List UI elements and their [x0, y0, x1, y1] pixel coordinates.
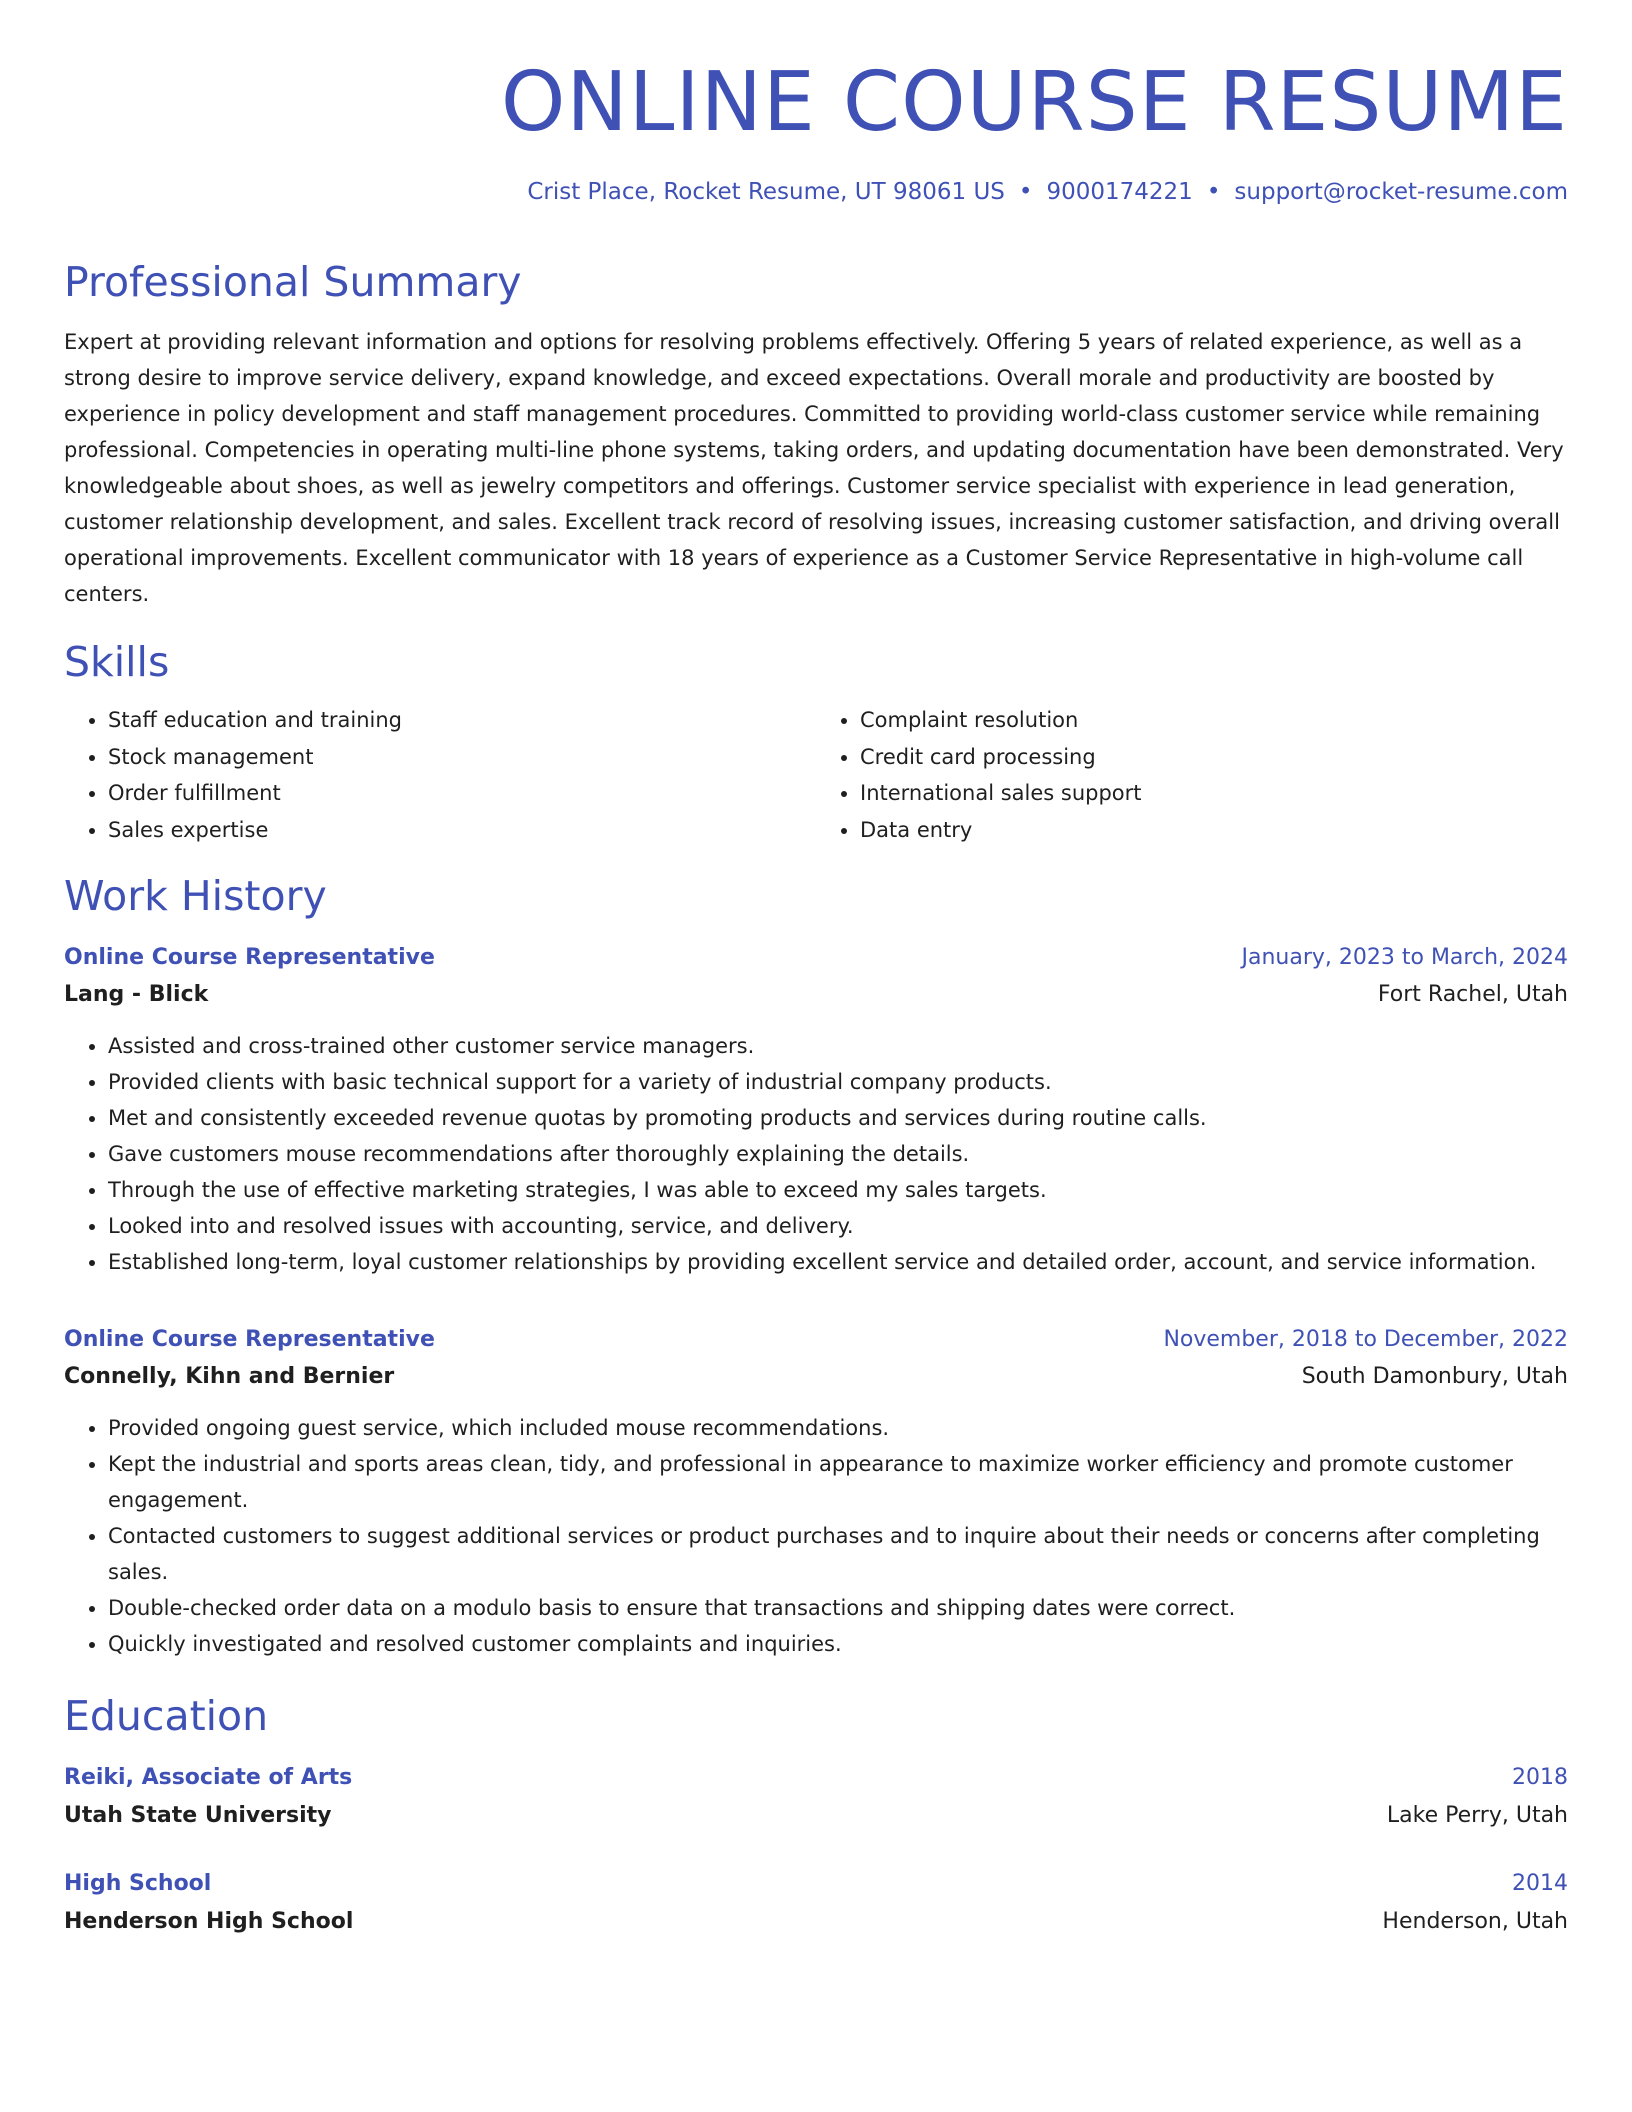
duty-item: • Looked into and resolved issues with accounting, service, and delivery.	[108, 1208, 1568, 1244]
degree: High School	[64, 1871, 212, 1896]
duty-item: • Gave customers mouse recommendations after thoroughly explaining the details.	[108, 1136, 1568, 1172]
school-name: Henderson High School	[64, 1909, 354, 1934]
skill-item: • Data entry	[860, 812, 1568, 849]
skill-item: • Credit card processing	[860, 739, 1568, 776]
duty-item: • Kept the industrial and sports areas clean, tidy, and professional in appearance to maximize worker efficiency and promote customer engagement.	[108, 1446, 1568, 1518]
summary-section	[64, 254, 1568, 612]
resume-header	[64, 48, 1568, 208]
email: support@rocket-resume.com	[1234, 179, 1568, 205]
school-location: Henderson, Utah	[1382, 1909, 1568, 1934]
company-name: Lang - Blick	[64, 982, 209, 1007]
duty-item: • Through the use of effective marketing strategies, I was able to exceed my sales targets.	[108, 1172, 1568, 1208]
job-entry	[64, 1322, 1568, 1662]
separator: •	[1206, 179, 1221, 205]
job-duties	[64, 1410, 1568, 1662]
job-title: Online Course Representative	[64, 945, 435, 970]
education-header-row	[64, 1866, 1568, 1902]
duty-item: • Contacted customers to suggest additional services or product purchases and to inquire about their needs or concerns after completing sales.	[108, 1518, 1568, 1590]
skill-item: • Complaint resolution	[860, 702, 1568, 739]
skill-item: • Sales expertise	[108, 812, 816, 849]
skills-column-right	[816, 702, 1568, 848]
duty-item: • Met and consistently exceeded revenue quotas by promoting products and services during routine calls.	[108, 1100, 1568, 1136]
education-school-row	[64, 1902, 1568, 1942]
skills-column-left	[64, 702, 816, 848]
section-title-skills: Skills	[64, 638, 170, 686]
job-company-row	[64, 976, 1568, 1014]
skill-item: • Staff education and training	[108, 702, 816, 739]
job-duties	[64, 1028, 1568, 1280]
education-section	[64, 1688, 1568, 1942]
contact-line	[64, 176, 1568, 208]
job-header-row	[64, 1322, 1568, 1358]
separator: •	[1018, 179, 1033, 205]
section-title-education: Education	[64, 1692, 269, 1740]
phone: 9000174221	[1046, 179, 1193, 205]
school-location: Lake Perry, Utah	[1386, 1803, 1568, 1828]
company-name: Connelly, Kihn and Bernier	[64, 1364, 395, 1389]
duty-item: • Provided ongoing guest service, which included mouse recommendations.	[108, 1410, 1568, 1446]
skill-item: • Stock management	[108, 739, 816, 776]
education-header-row	[64, 1760, 1568, 1796]
candidate-name: ONLINE COURSE RESUME	[500, 55, 1568, 150]
skill-item: • Order fulfillment	[108, 775, 816, 812]
duty-item: • Established long-term, loyal customer relationships by providing excellent service and detailed order, account, and service information.	[108, 1244, 1568, 1280]
duty-item: • Quickly investigated and resolved customer complaints and inquiries.	[108, 1626, 1568, 1662]
summary-text: Expert at providing relevant information and options for resolving problems effectively. Offering 5 years of related experience, as well as a strong desire to improve service delivery, expand knowledge, and exceed expectations. Overall morale and productivity are boosted by experience in policy development and staff management procedures. Committed to providing world-class customer service while remaining professional. Competencies in operating multi-line phone systems, taking orders, and updating documentation have been demonstrated. Very knowledgeable about shoes, as well as jewelry competitors and offerings. Customer service specialist with experience in lead generation, customer relationship development, and sales. Excellent track record of resolving issues, increasing customer satisfaction, and driving overall operational improvements. Excellent communicator with 18 years of experience as a Customer Service Representative in high-volume call centers.	[64, 330, 1564, 606]
job-dates: January, 2023 to March, 2024	[1241, 945, 1568, 970]
job-entry	[64, 940, 1568, 1280]
skill-item: • International sales support	[860, 775, 1568, 812]
skills-list	[64, 702, 1568, 848]
address: Crist Place, Rocket Resume, UT 98061 US	[527, 179, 1005, 205]
duty-item: • Assisted and cross-trained other customer service managers.	[108, 1028, 1568, 1064]
duty-item: • Double-checked order data on a modulo basis to ensure that transactions and shipping dates were correct.	[108, 1590, 1568, 1626]
skills-section	[64, 634, 1568, 848]
education-entry	[64, 1866, 1568, 1942]
section-title-summary: Professional Summary	[64, 258, 522, 306]
graduation-year: 2014	[1512, 1871, 1568, 1896]
work-history-section	[64, 868, 1568, 1662]
job-location: Fort Rachel, Utah	[1377, 982, 1568, 1007]
job-company-row	[64, 1358, 1568, 1396]
section-title-work-history: Work History	[64, 872, 327, 920]
degree: Reiki, Associate of Arts	[64, 1765, 353, 1790]
job-location: South Damonbury, Utah	[1301, 1364, 1568, 1389]
job-title: Online Course Representative	[64, 1327, 435, 1352]
job-header-row	[64, 940, 1568, 976]
graduation-year: 2018	[1512, 1765, 1568, 1790]
job-dates: November, 2018 to December, 2022	[1163, 1327, 1568, 1352]
education-school-row	[64, 1796, 1568, 1836]
school-name: Utah State University	[64, 1803, 332, 1828]
education-entry	[64, 1760, 1568, 1836]
duty-item: • Provided clients with basic technical support for a variety of industrial company products.	[108, 1064, 1568, 1100]
